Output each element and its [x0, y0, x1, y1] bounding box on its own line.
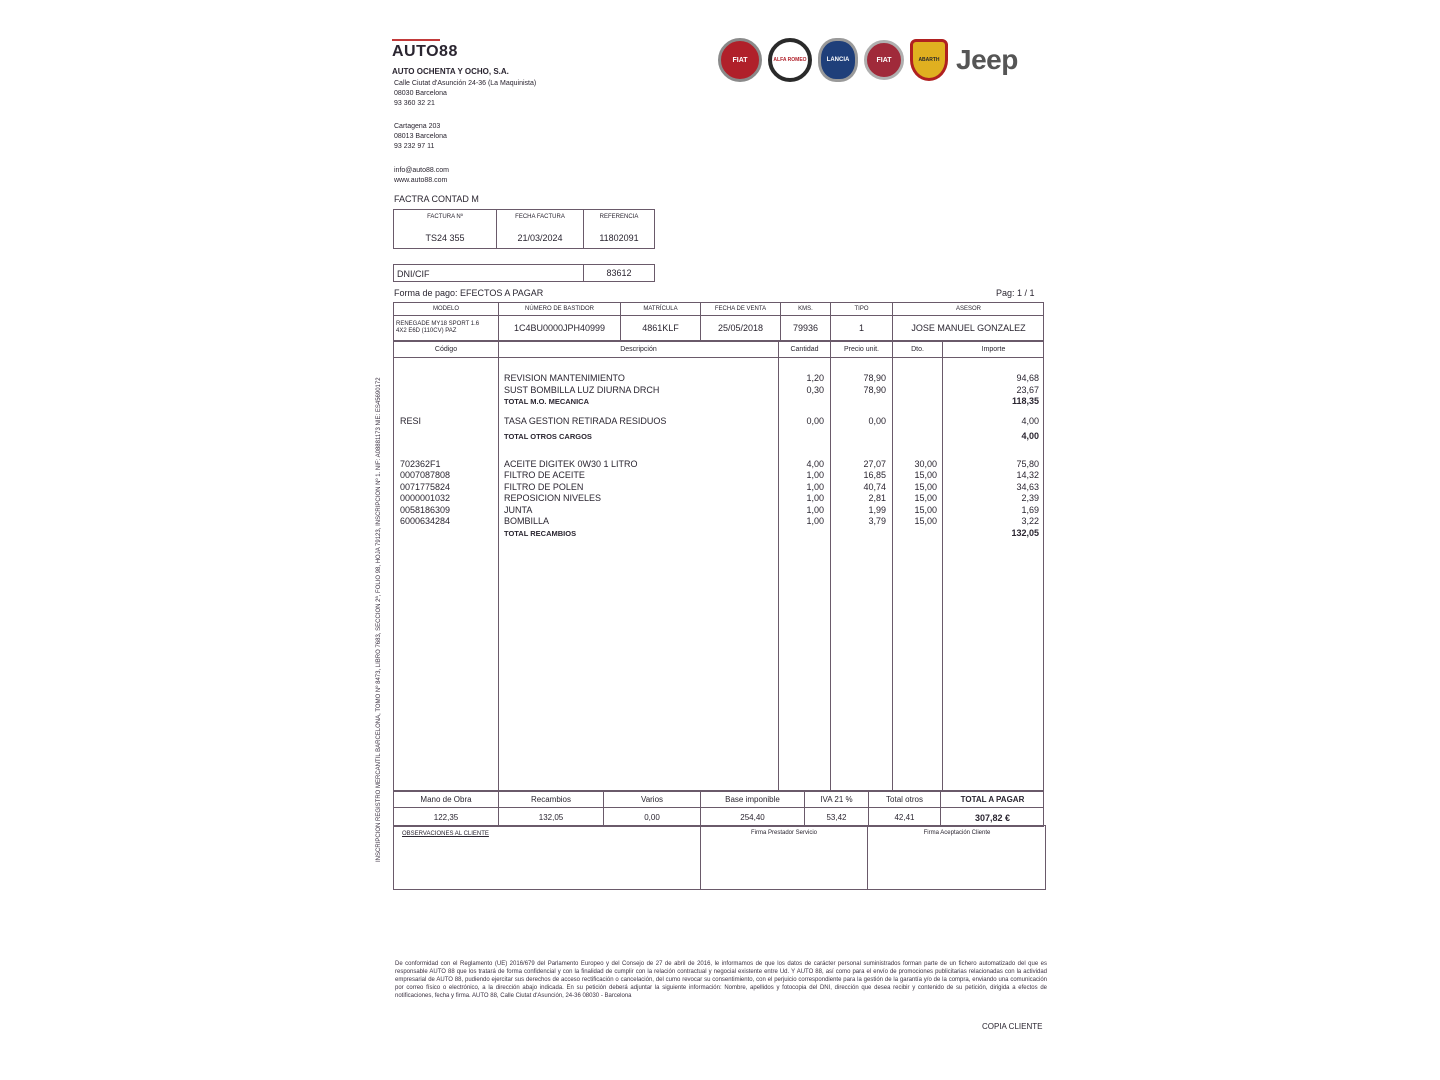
- parts-label: Recambios: [530, 795, 571, 804]
- item-code: 0007087808: [400, 470, 451, 480]
- item-quantity: 1,00: [806, 481, 824, 492]
- customer-signature-label: Firma Aceptación Cliente: [923, 830, 991, 836]
- plate-value: 4861KLF: [642, 323, 679, 333]
- invoice-number: TS24 355: [425, 233, 465, 243]
- kms-value: 79936: [792, 323, 819, 333]
- item-description: JUNTA: [504, 504, 533, 515]
- registry-side-text: INSCRIPCION REGISTRO MERCANTIL BARCELONA, TOMO Nº 8473, LIBRO 7683, SECCION 2ª, FOLIO 98, HOJA 79123, INSCRIPCION Nº 1. NIF: A08881173 NIE: ES45690172: [376, 377, 382, 862]
- item-description: TOTAL OTROS CARGOS: [504, 432, 592, 441]
- page-number: Pag: 1 / 1: [996, 288, 1035, 298]
- item-code: 0000001032: [400, 493, 451, 503]
- item-code: RESI: [400, 415, 422, 426]
- parts-value: 132,05: [538, 813, 564, 822]
- other-total-label: Total otros: [886, 795, 923, 804]
- other-total-value: 42,41: [894, 813, 915, 822]
- privacy-notice: De conformidad con el Reglamento (UE) 2016/679 del Parlamento Europeo y del Consejo de 27 de abril de 2016, le informamos de que los datos de carácter personal suministrados forman parte de un fichero automatizado del que es responsable AUTO 88 que los tratará de forma confidencial y con la finalidad de cumplir con la relación contractual y negocial existente entre Ud. Y AUTO 88, así como para el envío de promociones publicitarias relacionadas con la actividad empresarial de AUTO 88, pudiendo ejercitar sus derechos de acceso rectificación o cancelación, del cumo revocar su consentimiento, con el perjuicio correspondiente para la gestión de la garantía y/o de la compra, enviando una comunicación por correo físico o electrónico, a la dirección abajo indicada. En su petición deberá adjuntar la siguiente información: Nombre, apellidos y fotocopia del DNI, dirección que desea recibir y contenido de su petición, dirigida a efectos de notificaciones, fecha y firma. AUTO 88, Calle Ciutat d'Asunción, 24-36 08030 - Barcelona: [395, 961, 1047, 999]
- unit-price-header: Precio unit.: [843, 346, 880, 353]
- website-text: www.auto88.com: [394, 177, 448, 184]
- kms-label: KMS.: [798, 306, 813, 312]
- customer-copy-label: COPIA CLIENTE: [982, 1022, 1043, 1031]
- discount-header: Dto.: [911, 346, 924, 353]
- contact-block: [394, 166, 449, 186]
- description-header: Descripción: [620, 346, 657, 353]
- address-line: Cartagena 203: [394, 123, 441, 130]
- payment-method: Forma de pago: EFECTOS A PAGAR: [394, 288, 544, 298]
- item-unit-price: 27,07: [863, 458, 886, 469]
- item-quantity: 0,00: [806, 415, 824, 426]
- fiat-professional-logo-text: FIAT: [876, 56, 892, 64]
- sale-date-label: FECHA DE VENTA: [714, 306, 767, 312]
- jeep-logo: Jeep: [956, 44, 1018, 75]
- labor-value: 122,35: [433, 813, 459, 822]
- tax-base-value: 254,40: [740, 813, 765, 822]
- client-id-value: 83612: [606, 268, 632, 278]
- item-quantity: 1,00: [806, 470, 824, 480]
- item-code: 0071775824: [400, 481, 451, 492]
- abarth-logo: [910, 39, 948, 81]
- address-block: [394, 79, 536, 109]
- vin-label: NÚMERO DE BASTIDOR: [524, 306, 594, 312]
- item-unit-price: 78,90: [863, 384, 886, 395]
- brand-logos: [718, 38, 1018, 82]
- item-discount: 15,00: [914, 493, 937, 503]
- item-unit-price: 1,99: [868, 504, 886, 515]
- item-unit-price: 2,81: [868, 493, 886, 503]
- item-description: REVISION MANTENIMIENTO: [504, 373, 625, 383]
- fiat-professional-logo: [864, 40, 904, 80]
- provider-signature-label: Firma Prestador Servicio: [750, 830, 818, 836]
- item-amount: 94,68: [1016, 373, 1039, 383]
- address-line: Calle Ciutat d'Asunción 24-36 (La Maquinista): [394, 80, 537, 87]
- invoice-date-label: FECHA FACTURA: [515, 214, 565, 220]
- item-amount: 2,39: [1021, 493, 1039, 503]
- item-quantity: 0,30: [806, 384, 824, 395]
- company-name: AUTO OCHENTA Y OCHO, S.A.: [392, 67, 509, 76]
- address-line: 93 360 32 21: [394, 100, 435, 107]
- item-description: TASA GESTION RETIRADA RESIDUOS: [504, 415, 667, 426]
- vat-label: IVA 21 %: [820, 795, 853, 804]
- vat-value: 53,42: [826, 813, 847, 822]
- item-unit-price: 40,74: [863, 481, 886, 492]
- email-text: info@auto88.com: [394, 167, 449, 174]
- client-id-label: DNI/CIF: [397, 269, 430, 279]
- item-discount: 15,00: [914, 470, 937, 480]
- address2-block: [394, 122, 447, 152]
- alfa-romeo-logo-text: ALFA ROMEO: [773, 57, 807, 63]
- item-amount: 14,32: [1016, 470, 1039, 480]
- item-amount: 23,67: [1016, 384, 1039, 395]
- fiat-logo: [718, 38, 762, 82]
- sale-date-value: 25/05/2018: [717, 323, 764, 333]
- model-line: 4X2 E6D (110CV) PAZ: [396, 328, 457, 334]
- item-description: FILTRO DE POLEN: [504, 481, 584, 492]
- item-quantity: 1,20: [806, 373, 824, 383]
- invoice-date: 21/03/2024: [517, 233, 563, 243]
- item-amount: 75,80: [1016, 458, 1039, 469]
- address-line: 08030 Barcelona: [394, 90, 447, 97]
- item-description: FILTRO DE ACEITE: [504, 470, 585, 480]
- item-discount: 30,00: [914, 458, 937, 469]
- customer-notes-label: OBSERVACIONES AL CLIENTE: [402, 831, 489, 837]
- item-description: BOMBILLA: [504, 516, 550, 526]
- abarth-logo-text: ABARTH: [918, 57, 940, 63]
- item-unit-price: 78,90: [863, 373, 886, 383]
- alfa-romeo-logo: [768, 38, 812, 82]
- reference-number: 11802091: [599, 233, 639, 243]
- item-quantity: 4,00: [806, 458, 824, 469]
- invoice-number-label: FACTURA Nº: [427, 214, 463, 220]
- item-amount: 34,63: [1016, 481, 1039, 492]
- model-line: RENEGADE MY18 SPORT 1.6: [396, 321, 480, 327]
- misc-value: 0,00: [644, 813, 660, 822]
- brand-name: AUTO88: [392, 43, 458, 60]
- item-description: REPOSICION NIVELES: [504, 493, 602, 503]
- reference-label: REFERENCIA: [599, 214, 639, 220]
- item-discount: 15,00: [914, 516, 937, 526]
- item-amount: 4,00: [1021, 431, 1039, 441]
- brand-accent-line: [392, 39, 440, 41]
- item-description: TOTAL M.O. MECANICA: [504, 397, 589, 406]
- tax-base-label: Base imponible: [725, 795, 780, 804]
- advisor-label: ASESOR: [955, 306, 981, 312]
- item-amount: 118,35: [1011, 396, 1039, 406]
- item-quantity: 1,00: [806, 516, 824, 526]
- item-amount: 4,00: [1021, 415, 1039, 426]
- item-unit-price: 16,85: [863, 470, 886, 480]
- address-line: 93 232 97 11: [394, 143, 435, 150]
- vin-value: 1C4BU0000JPH40999: [513, 323, 606, 333]
- item-description: ACEITE DIGITEK 0W30 1 LITRO: [504, 458, 638, 469]
- lancia-logo-text: LANCIA: [826, 57, 850, 63]
- type-label: TIPO: [854, 306, 869, 312]
- item-unit-price: 0,00: [868, 415, 886, 426]
- item-quantity: 1,00: [806, 504, 824, 515]
- item-code: 702362F1: [400, 458, 441, 469]
- code-header: Código: [434, 346, 458, 353]
- address-line: 08013 Barcelona: [394, 133, 447, 140]
- misc-label: Varios: [640, 795, 664, 804]
- item-amount: 3,22: [1021, 516, 1039, 526]
- fiat-logo-text: FIAT: [732, 56, 748, 64]
- lines-table: [393, 340, 1044, 791]
- plate-label: MATRÍCULA: [643, 306, 678, 312]
- item-amount: 132,05: [1011, 527, 1039, 538]
- labor-label: Mano de Obra: [420, 795, 472, 804]
- type-value: 1: [858, 323, 864, 333]
- total-label: TOTAL A PAGAR: [960, 795, 1025, 804]
- item-unit-price: 3,79: [868, 516, 886, 526]
- item-amount: 1,69: [1021, 504, 1039, 515]
- amount-header: Importe: [981, 346, 1006, 353]
- advisor-value: JOSE MANUEL GONZALEZ: [911, 323, 1026, 333]
- total-value: 307,82 €: [974, 813, 1011, 823]
- quantity-header: Cantidad: [790, 346, 819, 353]
- model-label: MODELO: [432, 306, 459, 312]
- item-discount: 15,00: [914, 504, 937, 515]
- item-description: SUST BOMBILLA LUZ DIURNA DRCH: [504, 384, 660, 395]
- item-description: TOTAL RECAMBIOS: [504, 528, 577, 538]
- item-code: 6000634284: [400, 516, 451, 526]
- document-type: FACTRA CONTAD M: [394, 194, 479, 204]
- item-discount: 15,00: [914, 481, 937, 492]
- item-code: 0058186309: [400, 504, 451, 515]
- lancia-logo: [818, 38, 858, 82]
- item-quantity: 1,00: [806, 493, 824, 503]
